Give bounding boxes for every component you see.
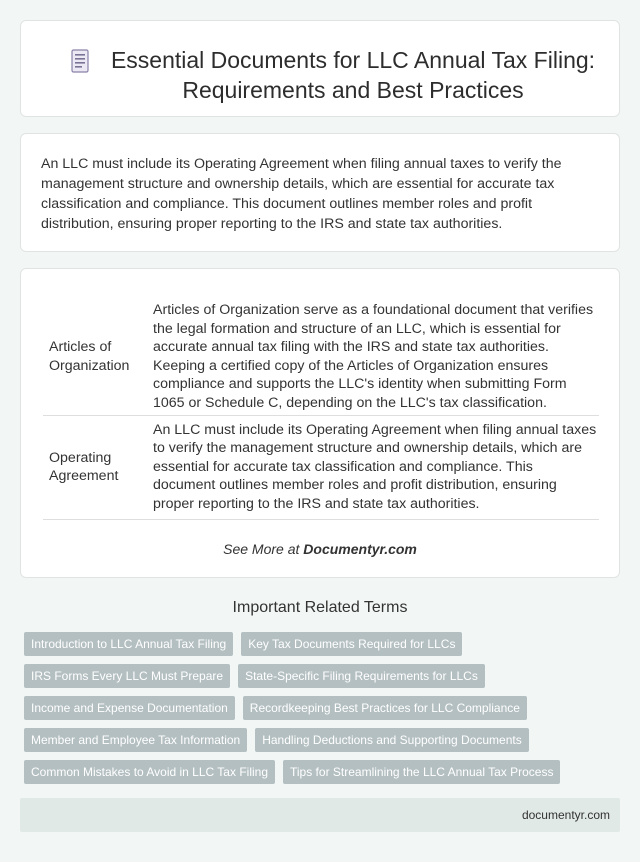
related-term-tag[interactable]: Key Tax Documents Required for LLCs <box>241 632 462 656</box>
related-term-tag[interactable]: Income and Expense Documentation <box>24 696 235 720</box>
page-title: Essential Documents for LLC Annual Tax Filing: Requirements and Best Practices <box>110 47 596 103</box>
tag-row <box>24 664 620 688</box>
tag-row <box>24 632 620 656</box>
document-icon <box>71 49 89 73</box>
related-terms-title: Important Related Terms <box>232 599 408 616</box>
summary-card <box>20 133 620 252</box>
footer-domain-link[interactable]: documentyr.com <box>521 808 610 822</box>
related-term-tag[interactable]: IRS Forms Every LLC Must Prepare <box>24 664 230 688</box>
see-more-site: Documentyr.com <box>303 541 417 557</box>
document-name: Operating Agreement <box>43 415 147 519</box>
related-term-tag[interactable]: Handling Deductions and Supporting Documents <box>255 728 529 752</box>
tag-row <box>24 760 620 784</box>
see-more-link[interactable] <box>21 541 619 557</box>
related-term-tag[interactable]: Recordkeeping Best Practices for LLC Compliance <box>243 696 527 720</box>
document-name: Articles of Organization <box>43 299 147 415</box>
document-description: Articles of Organization serve as a foundational document that verifies the legal formation and structure of an LLC, which is essential for accurate annual tax filing with the IRS and state tax authorities. Keeping a certified copy of the Articles of Organization ensures compliance and supports the LLC's identity when submitting Form 1065 or Schedule C, depending on the LLC's tax classification. <box>147 299 599 415</box>
documents-table <box>43 299 599 520</box>
related-term-tag[interactable]: Member and Employee Tax Information <box>24 728 247 752</box>
related-terms-tags <box>24 632 620 792</box>
tag-row <box>24 696 620 720</box>
tag-row <box>24 728 620 752</box>
table-row <box>43 299 599 415</box>
table-row <box>43 415 599 519</box>
related-term-tag[interactable]: Introduction to LLC Annual Tax Filing <box>24 632 233 656</box>
see-more-prefix: See More at <box>223 541 304 557</box>
document-description: An LLC must include its Operating Agreement when filing annual taxes to verify the management structure and ownership details, which are essential for accurate tax classification and compliance. This document outlines member roles and profit distribution, ensuring proper reporting to the IRS and state tax authorities. <box>147 415 599 519</box>
footer <box>20 798 620 832</box>
documents-card <box>20 268 620 578</box>
related-term-tag[interactable]: Common Mistakes to Avoid in LLC Tax Filing <box>24 760 275 784</box>
related-term-tag[interactable]: State-Specific Filing Requirements for LLCs <box>238 664 485 688</box>
header-card <box>20 20 620 117</box>
summary-text: An LLC must include its Operating Agreement when filing annual taxes to verify the management structure and ownership details, which are essential for accurate tax classification and compliance. This document outlines member roles and profit distribution, ensuring proper reporting to the IRS and state tax authorities. <box>41 156 562 232</box>
related-term-tag[interactable]: Tips for Streamlining the LLC Annual Tax Process <box>283 760 560 784</box>
